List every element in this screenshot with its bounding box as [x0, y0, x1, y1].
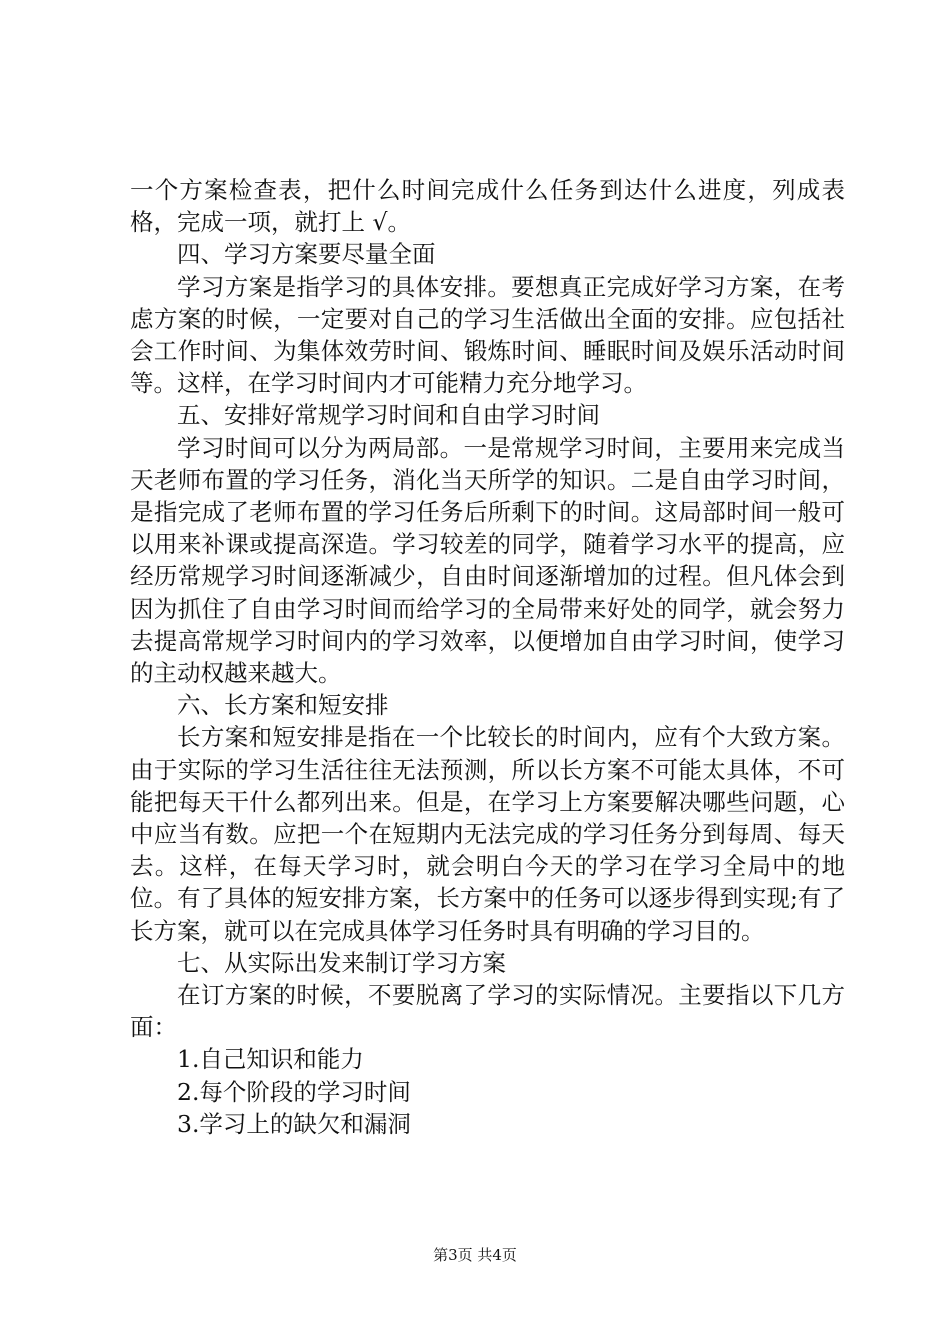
- list-item: 3.学习上的缺欠和漏洞: [177, 1109, 411, 1138]
- page-number-footer: 第3页 共4页: [433, 1246, 517, 1264]
- list-item: 1.自己知识和能力: [177, 1045, 364, 1074]
- list-item: 2.每个阶段的学习时间: [177, 1077, 411, 1106]
- section-paragraph-4: 学习方案是指学习的具体安排。要想真正完成好学习方案，在考虑方案的时候，一定要对自己的学习生活做出全面的安排。应包括社会工作时间、为集体效劳时间、锻炼时间、睡眠时间及娱乐活动时间等。这样，在学习时间内才可能精力充分地学习。: [130, 272, 845, 398]
- section-paragraph-7: 在订方案的时候，不要脱离了学习的实际情况。主要指以下几方面：: [130, 981, 845, 1042]
- section-heading-4: 四、学习方案要尽量全面: [177, 240, 436, 269]
- section-paragraph-5: 学习时间可以分为两局部。一是常规学习时间，主要用来完成当天老师布置的学习任务，消化当天所学的知识。二是自由学习时间，是指完成了老师布置的学习任务后所剩下的时间。这局部时间一般可以用来补课或提高深造。学习较差的同学，随着学习水平的提高，应经历常规学习时间逐渐减少，自由时间逐渐增加的过程。但凡体会到因为抓住了自由学习时间而给学习的全局带来好处的同学，就会努力去提高常规学习时间内的学习效率，以便增加自由学习时间，使学习的主动权越来越大。: [130, 433, 845, 688]
- section-heading-5: 五、安排好常规学习时间和自由学习时间: [177, 401, 600, 430]
- section-heading-7: 七、从实际出发来制订学习方案: [177, 948, 506, 977]
- document-body: [130, 174, 845, 1140]
- section-heading-6: 六、长方案和短安排: [177, 691, 389, 720]
- continuation-paragraph: 一个方案检查表，把什么时间完成什么任务到达什么进度，列成表格，完成一项，就打上 √。: [130, 176, 845, 237]
- section-paragraph-6: 长方案和短安排是指在一个比较长的时间内，应有个大致方案。由于实际的学习生活往往无法预测，所以长方案不可能太具体，不可能把每天干什么都列出来。但是，在学习上方案要解决哪些问题，心中应当有数。应把一个在短期内无法完成的学习任务分到每周、每天去。这样，在每天学习时，就会明白今天的学习在学习全局中的地位。有了具体的短安排方案，长方案中的任务可以逐步得到实现;有了长方案，就可以在完成具体学习任务时具有明确的学习目的。: [130, 723, 845, 945]
